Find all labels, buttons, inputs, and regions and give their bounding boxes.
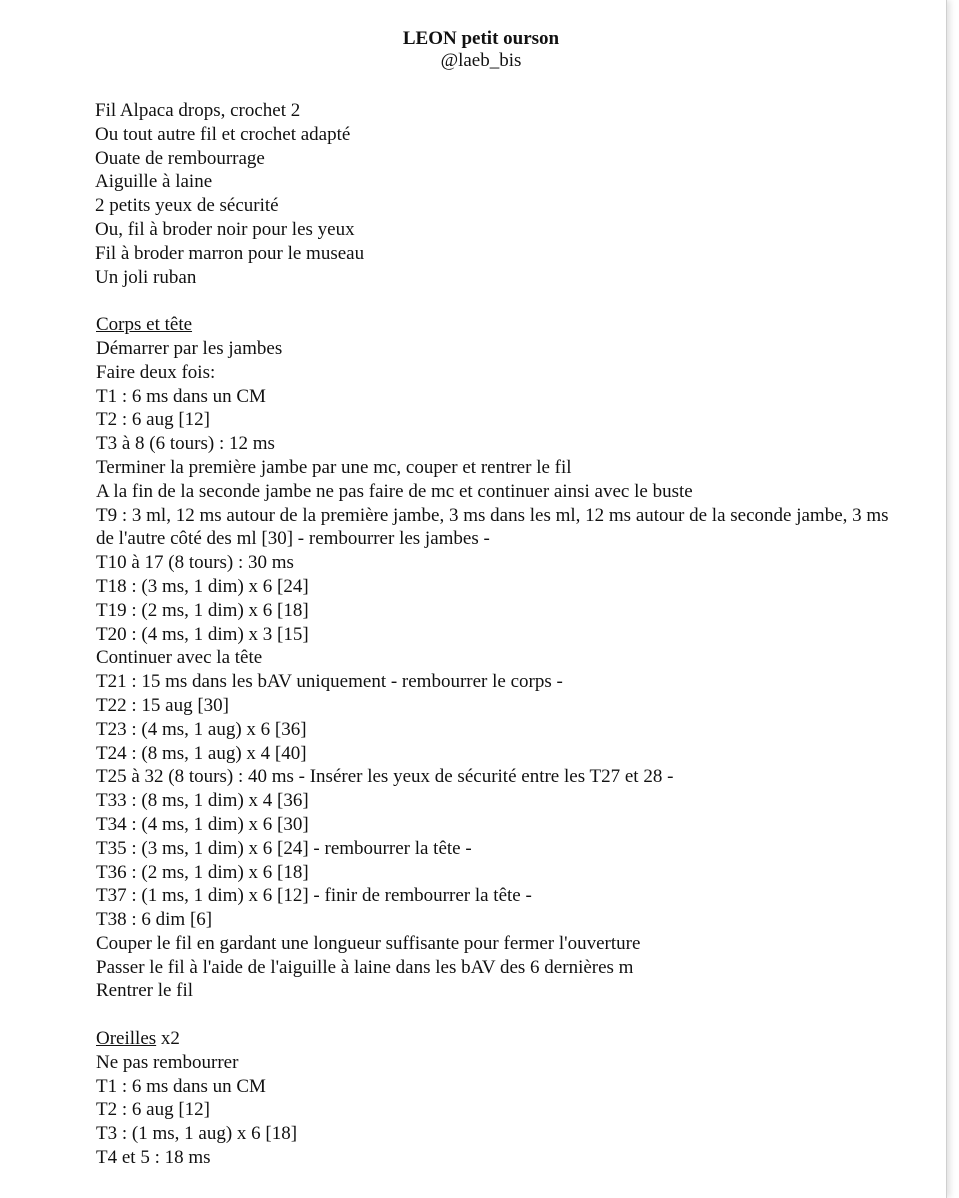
- material-item: Ouate de rembourrage: [95, 147, 265, 169]
- instruction-line: Faire deux fois:: [96, 361, 216, 383]
- instruction-line: T1 : 6 ms dans un CM: [96, 1075, 266, 1097]
- ears-section: [96, 1027, 896, 1170]
- instruction-line: T25 à 32 (8 tours) : 40 ms - Insérer les yeux de sécurité entre les T27 et 28 -: [96, 766, 674, 788]
- instruction-line: T37 : (1 ms, 1 dim) x 6 [12] - finir de rembourrer la tête -: [96, 885, 532, 907]
- material-item: Un joli ruban: [95, 266, 197, 288]
- instruction-line: T4 et 5 : 18 ms: [96, 1147, 211, 1169]
- instruction-line: T9 : 3 ml, 12 ms autour de la première jambe, 3 ms dans les ml, 12 ms autour de la seconde jambe, 3 ms de l'autre côté des ml [30] - rembourrer les jambes -: [96, 504, 889, 550]
- section-heading-text: Oreilles: [96, 1028, 157, 1050]
- section-heading: [96, 1027, 896, 1051]
- spacer: [96, 289, 896, 313]
- instruction-line: T21 : 15 ms dans les bAV uniquement - rembourrer le corps -: [96, 671, 563, 693]
- spacer: [96, 1003, 896, 1027]
- instruction-line: Terminer la première jambe par une mc, couper et rentrer le fil: [96, 456, 572, 478]
- instruction-line: T33 : (8 ms, 1 dim) x 4 [36]: [96, 790, 309, 812]
- instruction-line: T34 : (4 ms, 1 dim) x 6 [30]: [96, 813, 309, 835]
- instruction-line: T19 : (2 ms, 1 dim) x 6 [18]: [96, 599, 309, 621]
- instruction-line: Passer le fil à l'aide de l'aiguille à laine dans les bAV des 6 dernières m: [96, 956, 634, 978]
- instruction-line: A la fin de la seconde jambe ne pas faire de mc et continuer ainsi avec le buste: [96, 480, 693, 502]
- instruction-line: T2 : 6 aug [12]: [96, 409, 210, 431]
- document-body: [96, 99, 896, 1170]
- instruction-line: T3 : (1 ms, 1 aug) x 6 [18]: [96, 1123, 298, 1145]
- instruction-line: T20 : (4 ms, 1 dim) x 3 [15]: [96, 623, 309, 645]
- author-handle: @laeb_bis: [440, 50, 522, 71]
- material-item: Ou tout autre fil et crochet adapté: [95, 123, 351, 145]
- instruction-line: T1 : 6 ms dans un CM: [96, 385, 266, 407]
- pattern-title: LEON petit ourson: [402, 28, 560, 49]
- material-item: Aiguille à laine: [95, 171, 213, 193]
- instruction-line: Rentrer le fil: [96, 980, 194, 1002]
- body-section: [96, 313, 896, 1003]
- instruction-line: T22 : 15 aug [30]: [96, 694, 229, 716]
- instruction-line: Ne pas rembourrer: [96, 1051, 239, 1073]
- instruction-line: T3 à 8 (6 tours) : 12 ms: [96, 433, 275, 455]
- instruction-line: T38 : 6 dim [6]: [96, 909, 213, 931]
- section-heading: [96, 313, 896, 337]
- instruction-line: T10 à 17 (8 tours) : 30 ms: [96, 552, 294, 574]
- section-heading-suffix: x2: [156, 1028, 180, 1050]
- material-item: Fil à broder marron pour le museau: [95, 242, 365, 264]
- instruction-line: T18 : (3 ms, 1 dim) x 6 [24]: [96, 575, 309, 597]
- instruction-line: Continuer avec la tête: [96, 647, 263, 669]
- section-heading-text: Corps et tête: [96, 314, 193, 336]
- instruction-line: Démarrer par les jambes: [96, 337, 283, 359]
- instruction-line: Couper le fil en gardant une longueur suffisante pour fermer l'ouverture: [96, 932, 641, 954]
- material-item: Fil Alpaca drops, crochet 2: [95, 100, 301, 121]
- instruction-line: T23 : (4 ms, 1 aug) x 6 [36]: [96, 718, 307, 740]
- material-item: Ou, fil à broder noir pour les yeux: [95, 218, 355, 240]
- material-item: 2 petits yeux de sécurité: [95, 195, 279, 217]
- instruction-line: T35 : (3 ms, 1 dim) x 6 [24] - rembourrer la tête -: [96, 837, 472, 859]
- materials-list: [96, 99, 896, 289]
- instruction-line: T36 : (2 ms, 1 dim) x 6 [18]: [96, 861, 309, 883]
- instruction-line: T2 : 6 aug [12]: [96, 1099, 210, 1121]
- instruction-line: T24 : (8 ms, 1 aug) x 4 [40]: [96, 742, 307, 764]
- document-header: [0, 28, 959, 72]
